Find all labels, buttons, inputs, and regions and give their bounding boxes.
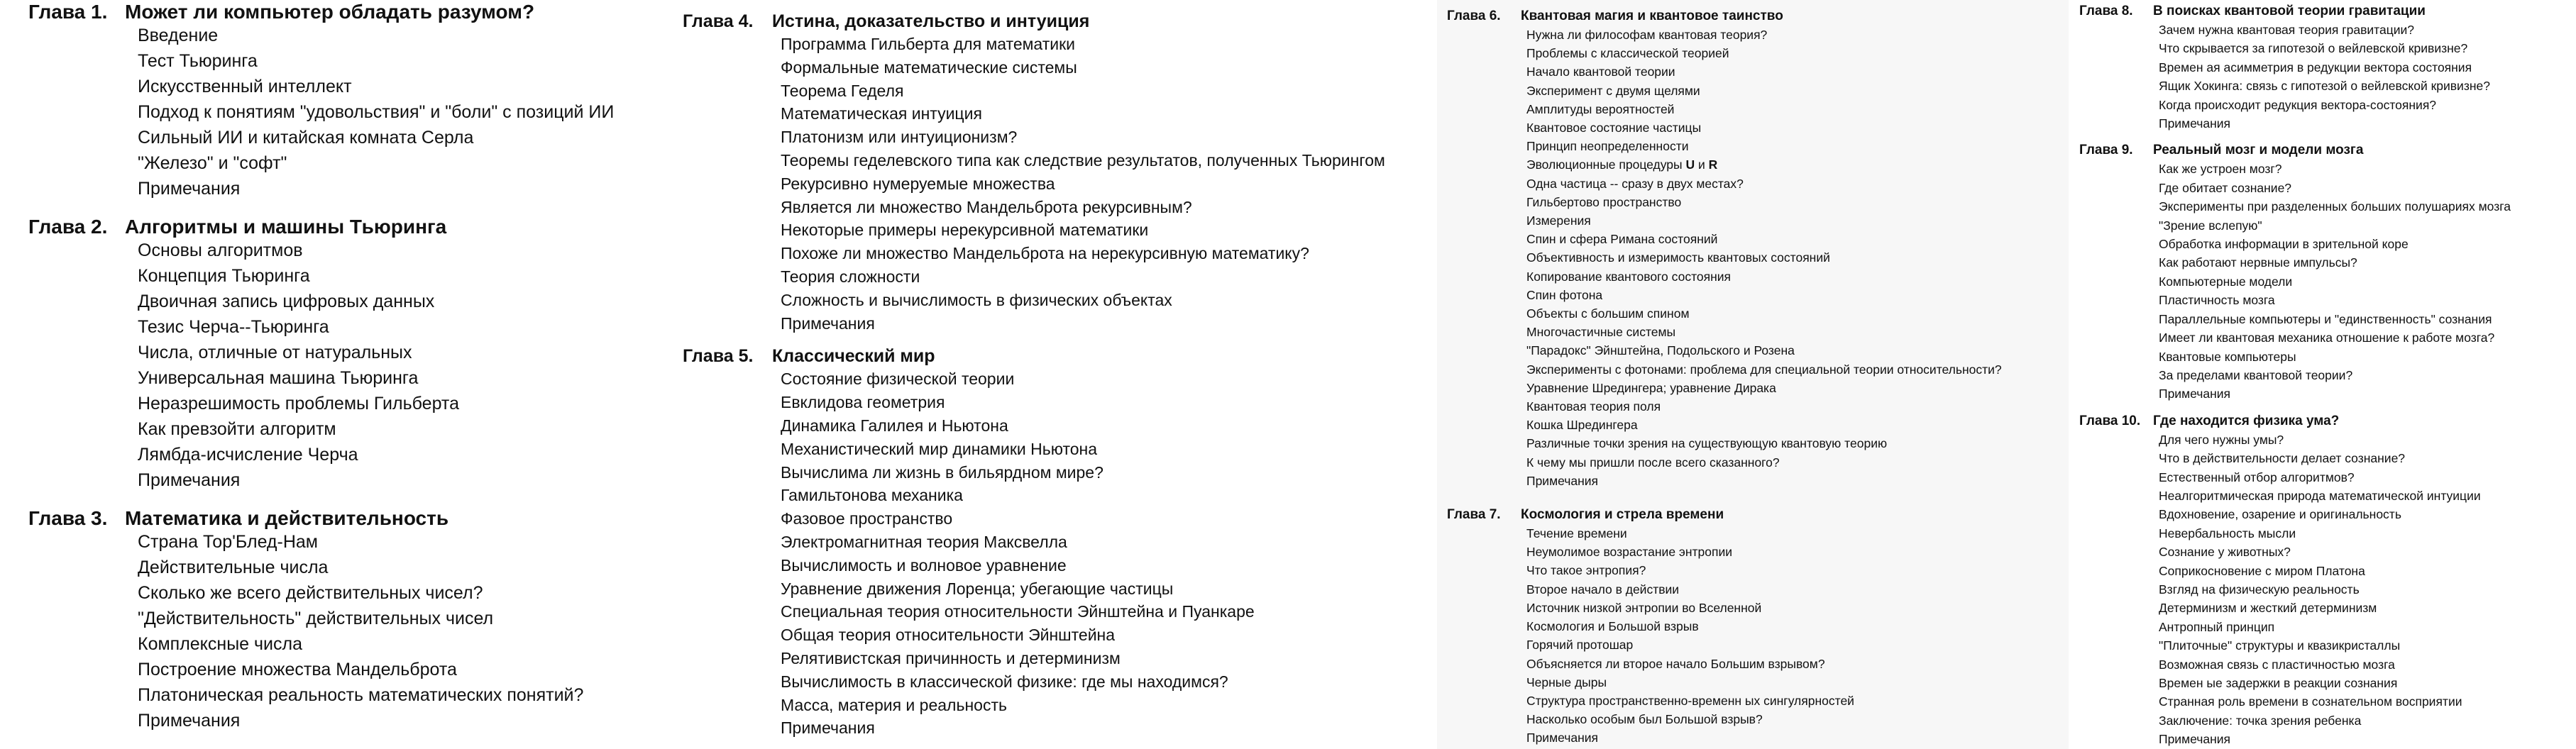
chapter [683, 0, 1437, 335]
section-item: Квантовая теория поля [1526, 399, 1661, 414]
section-item: Двоичная запись цифровых данных [138, 292, 435, 311]
section-item: Является ли множество Мандельброта рекурсивным? [781, 197, 1192, 216]
chapter [2079, 412, 2576, 749]
chapter-title: Может ли компьютер обладать разумом? [125, 1, 535, 23]
section-item: Копирование квантового состояния [1526, 269, 1732, 284]
section-item: Примечания [781, 314, 875, 333]
chapter-heading [683, 345, 1437, 367]
section-item: Объясняется ли второе начало Большим взрывом? [1526, 656, 1825, 671]
section-item: Математическая интуиция [781, 104, 982, 123]
section-item: Фазовое пространство [781, 509, 953, 528]
section-item: Эволюционные процедуры U и R [1526, 157, 1718, 172]
section-item: Эксперименты при разделенных больших полушариях мозга [2159, 199, 2511, 214]
section-item: Сложность и вычислимость в физических объектах [781, 290, 1172, 309]
section-item: Платоническая реальность математических понятий? [138, 685, 584, 705]
section-item: Течение времени [1526, 526, 1627, 541]
section-item: Построение множества Мандельброта [138, 660, 457, 679]
chapter-number: Глава 5. [683, 346, 754, 367]
section-item: Пластичность мозга [2159, 293, 2275, 308]
section-item: Измерения [1526, 213, 1591, 228]
section-item: Многочастичные системы [1526, 325, 1676, 340]
section-item: Программа Гильберта для математики [781, 35, 1075, 53]
section-item: Гамильтонова механика [781, 486, 963, 505]
section-item: Как превзойти алгоритм [138, 419, 336, 439]
section-item: Лямбда-исчисление Черча [138, 445, 358, 465]
toc-panel-2 [674, 0, 1437, 749]
chapter-heading [2079, 141, 2576, 160]
section-item: Невербальность мысли [2159, 526, 2296, 540]
section-item: Эксперимент с двумя щелями [1526, 83, 1700, 98]
section-item: Эксперименты с фотонами: проблема для специальной теории относительности? [1526, 362, 2002, 377]
section-item: "Действительность" действительных чисел [138, 609, 494, 628]
section-item: Горячий протошар [1526, 638, 1634, 653]
section-item: "Парадокс" Эйнштейна, Подольского и Розена [1526, 343, 1795, 358]
section-item: Некоторые примеры нерекурсивной математики [781, 221, 1149, 240]
section-item: Примечания [138, 470, 241, 490]
section-item: Спин и сфера Римана состояний [1526, 232, 1718, 247]
section-item: Одна частица -- сразу в двух местах? [1526, 176, 1744, 191]
chapter-number: Глава 1. [28, 1, 108, 23]
section-item: За пределами квантовой теории? [2159, 367, 2353, 382]
chapter-number: Глава 4. [683, 11, 754, 31]
chapter [28, 0, 674, 201]
section-item: Насколько особым был Большой взрыв? [1526, 712, 1763, 727]
section-item: Механистический мир динамики Ньютона [781, 439, 1098, 458]
toc-panel-1 [0, 0, 674, 749]
section-item: К чему мы пришли после всего сказанного? [1526, 455, 1780, 470]
section-item: Формальные математические системы [781, 57, 1077, 77]
section-list [1447, 524, 2069, 747]
section-item: Вычислимость в классической физике: где мы находимся? [781, 672, 1228, 691]
section-item: Теоремы геделевского типа как следствие результатов, полученных Тьюрингом [781, 150, 1385, 170]
section-item: Времен ые задержки в реакции сознания [2159, 676, 2398, 690]
chapter-title: Квантовая магия и квантовое таинство [1521, 9, 1783, 23]
section-item: Начало квантовой теории [1526, 65, 1675, 79]
section-item: Амплитуды вероятностей [1526, 101, 1675, 116]
section-item: Искусственный интеллект [138, 77, 352, 96]
chapter [683, 345, 1437, 740]
section-item: Нужна ли философам квантовая теория? [1526, 28, 1768, 42]
section-item: Общая теория относительности Эйнштейна [781, 626, 1116, 645]
chapter-number: Глава 6. [1447, 9, 1501, 23]
section-item: Странная роль времени в сознательном восприятии [2159, 694, 2462, 709]
chapter-heading [28, 1, 674, 23]
section-item: Вдохновение, озарение и оригинальность [2159, 507, 2401, 522]
section-item: Соприкосновение с миром Платона [2159, 563, 2365, 578]
chapter [2079, 0, 2576, 133]
chapter-heading [28, 508, 674, 529]
section-item: Комплексные числа [138, 634, 303, 654]
chapter-title: Алгоритмы и машины Тьюринга [125, 216, 447, 238]
section-item: Платонизм или интуиционизм? [781, 128, 1018, 147]
section-list [683, 367, 1437, 740]
section-item: Детерминизм и жесткий детерминизм [2159, 601, 2377, 616]
chapter-title: Где находится физика ума? [2153, 413, 2340, 428]
section-item: Различные точки зрения на существующую квантовую теорию [1526, 436, 1888, 451]
chapter-number: Глава 8. [2079, 4, 2133, 18]
section-item: Принцип неопределенности [1526, 139, 1689, 154]
section-item: Когда происходит редукция вектора-состояния? [2159, 97, 2437, 112]
section-item: Сколько же всего действительных чисел? [138, 583, 483, 603]
section-item: Примечания [1526, 473, 1599, 488]
section-item: Для чего нужны умы? [2159, 432, 2284, 447]
section-item: Уравнение движения Лоренца; убегающие частицы [781, 579, 1174, 598]
section-item: Квантовые компьютеры [2159, 349, 2296, 364]
section-item: Основы алгоритмов [138, 240, 303, 260]
toc-panel-3 [1437, 0, 2069, 749]
chapter-title: Реальный мозг и модели мозга [2153, 143, 2364, 158]
section-item: Структура пространственно-временн ых сингулярностей [1526, 693, 1854, 708]
section-item: Подход к понятиям "удовольствия" и "боли" с позиций ИИ [138, 102, 615, 122]
section-item: Кошка Шредингера [1526, 418, 1638, 433]
section-item: Взгляд на физическую реальность [2159, 582, 2360, 597]
chapter-number: Глава 10. [2079, 413, 2141, 428]
section-item: Страна Тор'Блед-Нам [138, 532, 318, 552]
section-item: Объективность и измеримость квантовых состояний [1526, 250, 1830, 265]
section-item: "Зрение вслепую" [2159, 218, 2262, 233]
section-item: Как же устроен мозг? [2159, 162, 2282, 177]
section-list [2079, 21, 2576, 133]
section-item: Примечания [2159, 387, 2231, 401]
section-item: Электромагнитная теория Максвелла [781, 532, 1067, 551]
section-item: Примечания [138, 179, 241, 199]
section-item: Неумолимое возрастание энтропии [1526, 545, 1733, 560]
toc-panel-4 [2069, 0, 2576, 749]
section-item: Второе начало в действии [1526, 582, 1680, 597]
section-item: Что скрывается за гипотезой о вейлевской кривизне? [2159, 41, 2468, 56]
section-item: Уравнение Шредингера; уравнение Дирака [1526, 380, 1776, 395]
section-item: Сознание у животных? [2159, 545, 2291, 560]
chapter-number: Глава 9. [2079, 143, 2133, 158]
chapter-heading [1447, 506, 2069, 524]
chapter [28, 216, 674, 493]
section-item: Примечания [138, 711, 241, 731]
section-item: Тест Тьюринга [138, 51, 258, 71]
section-item: "Плиточные" структуры и квазикристаллы [2159, 638, 2401, 653]
section-item: Космология и Большой взрыв [1526, 619, 1699, 634]
chapter [2079, 141, 2576, 403]
chapter [28, 508, 674, 733]
section-item: Концепция Тьюринга [138, 266, 310, 286]
chapter-title: Истина, доказательство и интуиция [772, 11, 1090, 31]
section-item: Времен ая асимметрия в редукции вектора состояния [2159, 60, 2472, 74]
chapter-title: Космология и стрела времени [1521, 507, 1724, 523]
section-item: Релятивистская причинность и детерминизм [781, 648, 1121, 667]
chapter-title: Математика и действительность [125, 507, 449, 529]
section-item: Динамика Галилея и Ньютона [781, 416, 1008, 435]
section-item: Компьютерные модели [2159, 274, 2293, 289]
section-item: Примечания [781, 719, 875, 738]
section-item: Параллельные компьютеры и "единственность" сознания [2159, 311, 2492, 326]
section-item: Черные дыры [1526, 675, 1607, 689]
section-list [28, 238, 674, 493]
chapter [1447, 506, 2069, 747]
section-item: Зачем нужна квантовая теория гравитации? [2159, 23, 2415, 37]
section-item: Тезис Черча--Тьюринга [138, 317, 329, 337]
section-item: Неалгоритмическая природа математической интуиции [2159, 488, 2481, 503]
section-item: Заключение: точка зрения ребенка [2159, 713, 2362, 728]
section-item: Гильбертово пространство [1526, 194, 1682, 209]
section-list [2079, 431, 2576, 749]
chapter [1447, 0, 2069, 490]
section-item: Сильный ИИ и китайская комната Серла [138, 128, 474, 148]
section-item: Объекты с большим спином [1526, 306, 1690, 321]
chapter-heading [1447, 7, 2069, 26]
section-item: Естественный отбор алгоритмов? [2159, 470, 2355, 484]
section-item: Где обитает сознание? [2159, 180, 2292, 195]
chapter-title: В поисках квантовой теории гравитации [2153, 4, 2426, 18]
chapter-number: Глава 2. [28, 216, 108, 238]
section-item: Действительные числа [138, 557, 329, 577]
section-item: Теорема Геделя [781, 81, 904, 100]
section-item: Проблемы с классической теорией [1526, 46, 1729, 61]
section-list [1447, 26, 2069, 490]
section-list [28, 529, 674, 733]
section-list [28, 23, 674, 201]
section-item: Спин фотона [1526, 287, 1603, 302]
section-item: Состояние физической теории [781, 370, 1015, 389]
section-item: "Железо" и "софт" [138, 153, 287, 173]
chapter-number: Глава 3. [28, 507, 108, 529]
section-item: Антропный принцип [2159, 619, 2275, 634]
chapter-number: Глава 7. [1447, 507, 1501, 523]
section-item: Источник низкой энтропии во Вселенной [1526, 600, 1762, 615]
section-item: Примечания [2159, 116, 2231, 131]
section-item: Ящик Хокинга: связь с гипотезой о вейлевской кривизне? [2159, 79, 2490, 94]
section-item: Возможная связь с пластичностью мозга [2159, 657, 2395, 672]
chapter-heading [2079, 2, 2576, 21]
section-item: Как работают нервные импульсы? [2159, 255, 2357, 270]
section-item: Что такое энтропия? [1526, 563, 1646, 578]
section-item: Обработка информации в зрительной коре [2159, 237, 2409, 252]
section-item: Неразрешимость проблемы Гильберта [138, 394, 460, 414]
section-item: Примечания [2159, 732, 2231, 747]
section-item: Имеет ли квантовая механика отношение к работе мозга? [2159, 331, 2495, 345]
section-item: Специальная теория относительности Эйнштейна и Пуанкаре [781, 602, 1255, 621]
chapter-title: Классический мир [772, 346, 935, 367]
chapter-heading [28, 216, 674, 238]
section-list [683, 33, 1437, 335]
chapter-heading [683, 10, 1437, 33]
section-item: Похоже ли множество Мандельброта на нерекурсивную математику? [781, 244, 1309, 263]
section-item: Числа, отличные от натуральных [138, 343, 412, 362]
section-item: Теория сложности [781, 267, 920, 286]
section-item: Квантовое состояние частицы [1526, 121, 1702, 135]
section-item: Примечания [1526, 731, 1599, 745]
section-item: Вычислимость и волновое уравнение [781, 555, 1067, 575]
section-item: Введение [138, 26, 219, 45]
chapter-heading [2079, 412, 2576, 431]
section-item: Универсальная машина Тьюринга [138, 368, 419, 388]
section-list [2079, 160, 2576, 403]
section-item: Евклидова геометрия [781, 393, 945, 412]
section-item: Рекурсивно нумеруемые множества [781, 174, 1055, 193]
section-item: Масса, материя и реальность [781, 695, 1007, 714]
section-item: Что в действительности делает сознание? [2159, 451, 2406, 466]
section-item: Вычислима ли жизнь в бильярдном мире? [781, 462, 1103, 482]
